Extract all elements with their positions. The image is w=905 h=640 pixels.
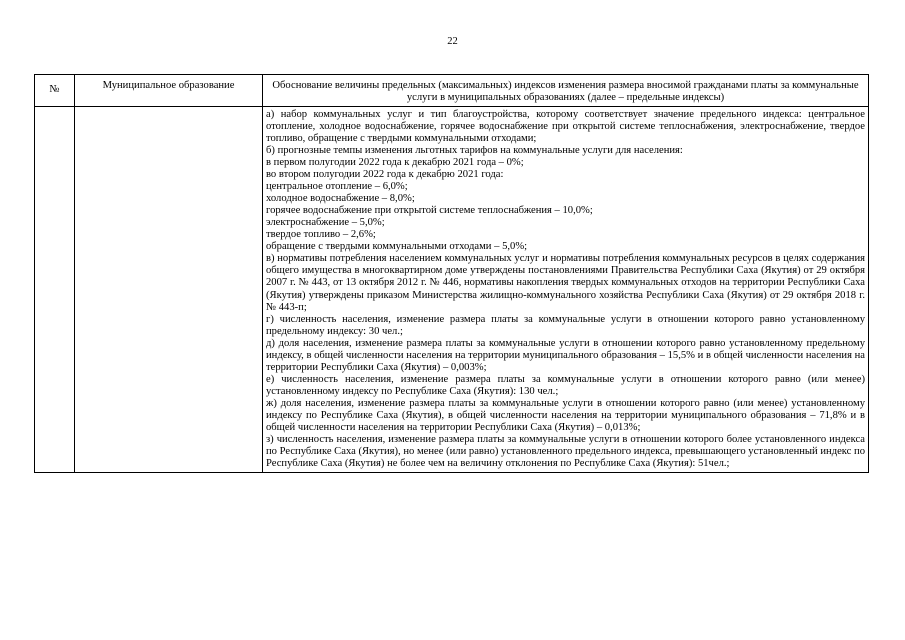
cell-number: [35, 106, 75, 472]
header-municipality: Муниципальное образование: [75, 75, 263, 107]
paragraph-d: д) доля населения, изменение размера платы за коммунальные услуги в отношении которого равно установленному предельному индексу, в общей численности населения на территории муниципального образования – 15,5% и в общей численности населения на территории Республики Саха (Якутия) – 0,003%;: [266, 337, 865, 373]
cell-rationale: [263, 106, 869, 472]
indices-table: [34, 74, 869, 473]
paragraph-b-second-half: во втором полугодии 2022 года к декабрю 2021 года:: [266, 169, 504, 181]
paragraph-b-first-half: в первом полугодии 2022 года к декабрю 2021 года – 0%;: [266, 157, 524, 168]
header-rationale: Обоснование величины предельных (максимальных) индексов изменения размера вносимой гражданами платы за коммунальные услуги в муниципальных образованиях (далее – предельные индексы): [263, 75, 869, 107]
cell-municipality: [75, 106, 263, 472]
paragraph-e: е) численность населения, изменение размера платы за коммунальные услуги в отношении которого равно (или менее) установленному индексу по Республике Саха (Якутия): 130 чел.;: [266, 373, 865, 397]
paragraph-v: в) нормативы потребления населением коммунальных услуг и нормативы потребления коммунальных ресурсов в целях содержания общего имущества в многоквартирном доме утверждены постановлениями Правительства Республики Саха (Якутия) от 29 октября 2007 г. № 443, от 13 октября 2012 г. № 446, нормативы накопления твердых коммунальных отходов на территории Республики Саха (Якутия) утверждены приказом Министерства жилищно-коммунального хозяйства Республики Саха (Якутия) от 29 октября 2018 г. № 443-п;: [266, 253, 865, 313]
paragraph-a: а) набор коммунальных услуг и тип благоустройства, которому соответствует значение предельного индекса: центральное отопление, холодное водоснабжение, горячее водоснабжение при открытой системе теплоснабжения, электроснабжение, твердое топливо, обращение с твердыми коммунальными отходами;: [266, 108, 865, 144]
paragraph-g: г) численность населения, изменение размера платы за коммунальные услуги в отношении которого равно установленному предельному индексу: 30 чел.;: [266, 313, 865, 337]
paragraph-cold-water: холодное водоснабжение – 8,0%;: [266, 193, 415, 205]
paragraph-waste: обращение с твердыми коммунальными отходами – 5,0%;: [266, 241, 528, 253]
page-number: 22: [447, 36, 458, 47]
table-row: [35, 106, 869, 472]
paragraph-electricity: электроснабжение – 5,0%;: [266, 217, 385, 229]
paragraph-b: б) прогнозные темпы изменения льготных тарифов на коммунальные услуги для населения:: [266, 144, 683, 156]
paragraph-z: з) численность населения, изменение размера платы за коммунальные услуги в отношении которого более установленного индекса по Республике Саха (Якутия), но менее (или равно) установленного предельного индекса, превышающего установленный индекс по Республике Саха (Якутия) не более чем на величину отклонения по Республике Саха (Якутия): 51чел.;: [266, 434, 865, 470]
paragraph-zh: ж) доля населения, изменение размера платы за коммунальные услуги в отношении которого равно (или менее) установленному индексу по Республике Саха (Якутия), в общей численности населения на территории муниципального образования – 71,8% и в общей численности населения на территории Республики Саха (Якутия) – 0,013%;: [266, 397, 865, 434]
paragraph-hot-water: горячее водоснабжение при открытой системе теплоснабжения – 10,0%;: [266, 205, 593, 217]
header-number: №: [35, 75, 75, 107]
paragraph-solid-fuel: твердое топливо – 2,6%;: [266, 229, 376, 241]
table-header-row: [35, 75, 869, 107]
paragraph-heating: центральное отопление – 6,0%;: [266, 181, 408, 193]
